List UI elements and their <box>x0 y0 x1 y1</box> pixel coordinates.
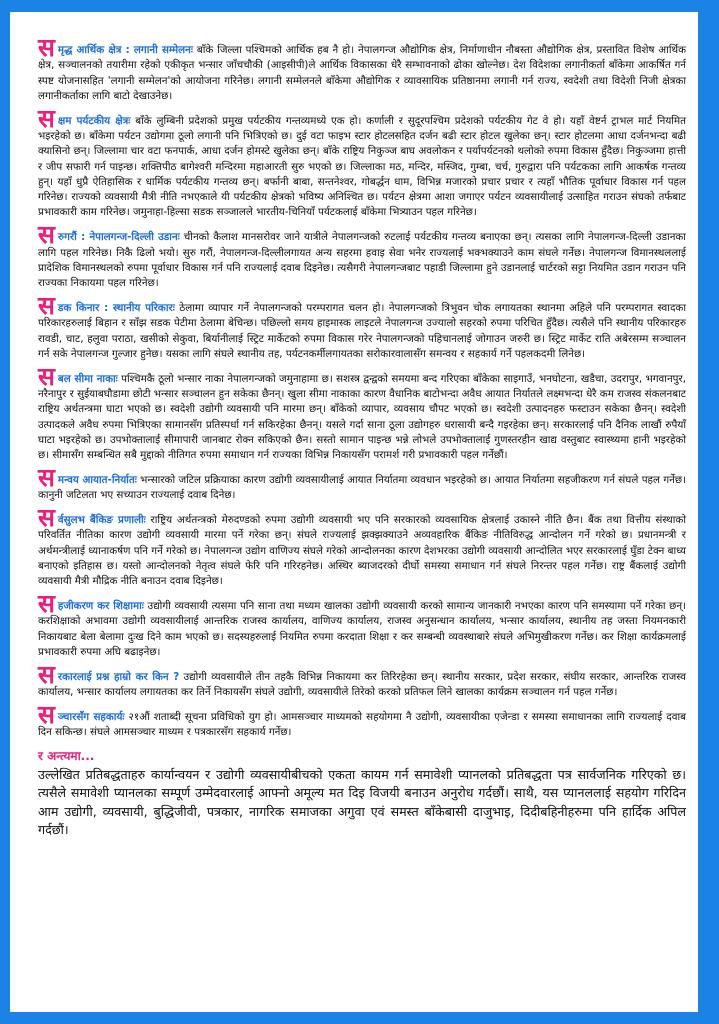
paragraph-heading: र्वसुलभ बैंकिङ प्रणालीः <box>57 514 146 527</box>
paragraph-heading: हजीकरण कर शिक्षामाः <box>57 600 144 612</box>
paragraph-text: राष्ट्रिय अर्थतन्त्रको मेरुदण्डको रुपमा उद्योगी व्यवसायी भए पनि सरकारको व्यवसायिक क्षेत्रलाई उकास्ने नीति छैन। बैंक तथा वित्तीय संस्थाको परिवर्तित नीतिका कारण उद्योगी व्यवसायी मारमा पर्ने गरेका छन्। संघले राज्यलाई झक्झक्याउने अव्यवहारिक बैंकिङ नीतिविरुद्ध आन्दोलन गर्ने गरेको छ। प्रधानमन्त्री र अर्थमन्त्रीलाई ध्यानाकर्षण पनि गर्ने गरेको छ। नेपालगन्ज उद्योग वाणिज्य संघले गरेको आन्दोलनका कारण देशभरका उद्योगी व्यवसायी आन्दोलित भएर सरकारलाई घुँडा टेक्न बाध्य बनाएको इतिहास छ। यस्तो आन्दोलनको नेतृत्व संघले फेरि पनि गरिरहनेछ। अस्थिर ब्याजदरको दीर्घो समस्या समाधान गर्न संघले निरन्तर पहल गर्नेछ। राष्ट्र बैंकलाई उद्योगी व्यवसायी मैत्री मौद्रिक नीति बनाउन दवाब दिइनेछ। <box>38 514 686 588</box>
paragraph-text: २१औं शताब्दी सूचना प्रविधिको युग हो। आमसञ्चार माध्यमको सहयोगमा नै उद्योगी, व्यवसायीका एजेन्डा र समस्या समाधानका लागि राज्यलाई दवाब दिन सकिन्छ। संघले आमसञ्चार माध्यम र पत्रकारसँग सहकार्य गर्नेछ। <box>38 710 686 739</box>
paragraph-import-export <box>38 462 686 504</box>
drop-letter: स <box>38 462 55 492</box>
paragraph-media-collaboration <box>38 699 686 741</box>
paragraph-text: पश्चिमकै ठूलो भन्सार नाका नेपालगन्जको जमुनाहामा छ। सशस्त्र द्वन्द्वको समयमा बन्द गरिएका बाँकेका साइगाउँ, भनघोटना, खडैचा, उदरापुर, भगवानपुर, नरैनापुर र सुईयाबघौडामा छोटी भन्सार सञ्चालन हुन सकेका छैनन्। खुला सीमा नाकाका कारण वैधानिक बाटोभन्दा अवैध आयात निर्यातले लक्ष्मभन्दा धेरै कम राजस्व संकलनबाट राष्ट्रिय अर्थतन्त्रमा घाटा भएको छ। स्वदेशी उद्योगी व्यवसायी पनि मारमा छन्। बाँकेको व्यापार, व्यवसाय चौपट भएको छ। स्वदेशी उत्पादनहरु फस्टाउन सकेका छैनन्। स्वदेशी उत्पादकले अवैध रुपमा भित्रिएका सामानसँग प्रतिस्पर्धा गर्न सकिरहेका छैनन्। यसले गर्दा साना ठूला उद्योगहरु धरासायी बन्दै गइरहेका छन्। सरकारलाई पनि दैनिक लाखौं रुपैयाँ घाटा भइरहेको छ। उपभोक्तालाई सीमापारी जानबाट रोक्न सकिएको छैन। सस्तो सामान पाइन्छ भन्ने लोभले उपभोक्तालाई गुणस्तरहीन खाद्य वस्तुबाट स्वास्थ्यमा हानी भइरहेको छ। सीमासँग सम्बन्धित सबै मुद्दाको नीतिगत रुपमा समाधान गर्न राज्यका विभिन्न निकायसँग परामर्श गरी प्रभावकारी पहल गर्नेछौं। <box>38 372 686 462</box>
paragraph-heading: रुगरौं : नेपालगन्ज-दिल्ली उडानः <box>57 231 180 244</box>
paragraph-text: चीनको कैलाश मानसरोवर जाने यात्रीले नेपालगन्जको रुटलाई पर्यटकीय गन्तव्य बनाएका छन्। त्यसका लागि नेपालगन्ज-दिल्ली उडानका लागि पहल गरिनेछ। निकै ढिलो भयो। सुरु गरौं, नेपालगन्ज-दिल्लीलगायत अन्य सहरमा हवाइ सेवा भनेर राज्यलाई भक्भक्याउने काम संघले गर्नेछ। नेपालगन्ज विमानस्थललाई प्रादेशिक विमानस्थलको रुपमा पूर्वाधार विकास गर्न पनि राज्यलाई दवाब दिइनेछ। त्यसैगरी नेपालगन्जबाट पहाडी जिल्लामा हुने उडानलाई चार्टरको सट्टा नियमित उडान गराउन पनि राज्यका निकायमा पहल गरिनेछ। <box>38 231 686 290</box>
paragraph-banking <box>38 503 686 589</box>
paragraph-border-crossings <box>38 361 686 464</box>
manifesto-body <box>38 33 686 840</box>
paragraph-text: बाँके जिल्ला पश्चिमको आर्थिक हब नै हो। नेपालगन्ज औद्योगिक क्षेत्र, निर्माणाधीन नौबस्ता औद्योगिक क्षेत्र, प्रस्तावित विशेष आर्थिक क्षेत्र, सञ्चालनको तयारीमा रहेको एकीकृत भन्सार जाँचचौकी (आइसीपी)ले आर्थिक विकासका धेरै सम्भावनाको ढोका खोल्नेछ। देश विदेशका लगानीकर्ता बाँकेमा आकर्षित गर्न स्पष्ट योजनासहित 'लगानी सम्मेलन'को आयोजना गरिनेछ। लगानी सम्मेलनले बाँकेमा औद्योगिक र व्यावसायिक प्रतिष्ठानमा लगानी गर्न राज्य, स्वदेशी तथा विदेशी निजी क्षेत्रका लगानीकर्ताका लागि बाटो देखाउनेछ। <box>38 44 686 102</box>
paragraph-tax-education <box>38 589 686 660</box>
drop-letter: स <box>38 103 55 133</box>
paragraph-nepalgunj-delhi-flight <box>38 220 686 291</box>
paragraph-street-food <box>38 290 686 362</box>
closing-text: उल्लेखित प्रतिबद्धताहरु कार्यान्वयन र उद्योगी व्यवसायीबीचको एकता कायम गर्न समावेशी प्यानलको प्रतिबद्धता पत्र सार्वजनिक गरिएको छ। त्यसैले समावेशी प्यानलका सम्पूर्ण उम्मेदवारलाई आफ्नो अमूल्य मत दिइ विजयी बनाउन अनुरोध गर्दछौं। साथै, यस प्यानललाई सहयोग गरिदिन आम उद्योगी, व्यवसायी, बुद्धिजीवी, पत्रकार, नागरिक समाजका अगुवा एवं समस्त बाँकेबासी दाजुभाइ, दिदीबहिनीहरुमा पनि हार्दिक अपिल गर्दछौं। <box>38 766 686 838</box>
paragraph-heading: मृद्ध आर्थिक क्षेत्र : लगानी सम्मेलनः <box>57 44 193 56</box>
paragraph-text: भन्सारको जटिल प्रक्रियाका कारण उद्योगी व्यवसायीलाई आयात निर्यातमा व्यवधान भइरहेको छ। आयात निर्यातमा सहजीकरण गर्न संघले पहल गर्नेछ। कानुनी जटिलता भए सच्याउन राज्यलाई दवाब दिनेछ। <box>38 473 686 502</box>
closing-title: र अन्त्यमा... <box>38 748 95 763</box>
paragraph-text: बाँके लुम्बिनी प्रदेशको प्रमुख पर्यटकीय गन्तव्यमध्ये एक हो। कर्णाली र सुदूरपश्चिम प्रदेशको पर्यटकीय गेट वे हो। यहाँ वेष्टर्न ट्राभल मार्ट नियमित भइरहेको छ। बाँकेमा पर्यटन उद्योगमा ठूलो लगानी पनि भित्रिएको छ। दुई वटा फाइभ स्टार होटलसहित दर्जन बढी स्टार होटल खुलेका छन्। स्टार होटलमा आधा दर्जनभन्दा बढी क्यासिनो छन्। जिल्लामा चार वटा फनपार्क, आधा दर्जन होमस्टे खुलेका छन्। बाँके राष्ट्रिय निकुञ्ज बाघ अवलोकन र पर्यापर्यटनको थलोको रुपमा विकास हुँदैछ। निकुञ्जमा हात्ती र जीप सफारी गर्न पाइन्छ। शक्तिपीठ बागेश्वरी मन्दिरमा महाआरती सुरु भएको छ। जिल्लाका मठ, मन्दिर, मस्जिद, गुम्बा, चर्च, गुरुद्वारा पनि पर्यटकका लागि आकर्षक गन्तव्य हुन्। यहाँ धुप्रै ऐतिहासिक र धार्मिक पर्यटकीय गन्तव्य छन्। बर्फानी बाबा, सन्तनेश्वर, गोबर्द्धन धाम, विभिन्न मजारको प्रचार प्रचार र त्यहाँ भौतिक पूर्वाधार विकास गर्न पहल गरिनेछ। राज्यको व्यवसायी मैत्री नीति नभएकाले यी पर्यटकीय क्षेत्रको भविष्य अनिश्चित छ। पर्यटन क्षेत्रमा आशा जगाएर पर्यटन व्यवसायीलाई उत्साहित गराउन संघको तर्फबाट प्रभावकारी काम गरिनेछ। जमुनाहा-हिल्सा सडक सञ्जालले भारतीय-चिनियाँ पर्यटकलाई बाँकेमा भित्र्याउन पहल गरिनेछ। <box>38 114 686 219</box>
drop-letter: स <box>38 589 55 618</box>
drop-letter: स <box>38 503 55 533</box>
drop-letter: स <box>38 659 55 689</box>
drop-letter: स <box>38 220 55 250</box>
paragraph-heading: रकारलाई प्रश्न हाम्रो कर किन ? <box>57 670 180 683</box>
paragraph-heading: डक किनार : स्थानीय परिकारः <box>57 301 175 314</box>
page-sheet <box>10 12 708 1012</box>
paragraph-text: ठेलामा व्यापार गर्ने नेपालगन्जको परम्परागत चलन हो। नेपालगन्जको त्रिभुवन चोक लगायतका स्थानमा अहिले पनि परम्परागत स्वादका परिकारहरुलाई बिहान र साँझ सडक पेटीमा ठेलामा बेचिन्छ। पछिल्लो समय हाइमास्क लाइटले नेपालगन्ज उज्यालो सहरको रुपमा परिचित हुँदैछ। त्यसैले पनि स्थानीय परिकारहरु रावडी, चाट, हलुवा पराठा, खसीको सेकुवा, बिर्यानीलाई स्ट्रिट मार्केटको रुपमा विकास गरेर नेपालगन्जको पहिचानलाई जोगाउन जरुरी छ। स्ट्रिट मार्केट राति अबेरसम्म सञ्चालन गर्न सके नेपालगन्ज गुल्जार हुनेछ। यसका लागि संघले स्थानीय तह, पर्यटनकर्मीलगायतका सरोकारवालासँग समन्वय र सहकार्य गर्ने पहलकदमी लिनेछ। <box>38 301 686 360</box>
paragraph-investment-conference <box>38 33 686 104</box>
drop-letter: स <box>38 33 55 62</box>
paragraph-text: उद्योगी व्यवसायी त्यसमा पनि साना तथा मध्यम खालका उद्योगी व्यवसायी करको सामान्य जानकारी नभएका कारण पनि समस्यामा पर्ने गरेका छन्। करशिक्षाको अभावमा उद्योगी व्यवसायीलाई आन्तरिक राजस्व कार्यालय, वाणिज्य कार्यालय, राजस्व अनुसन्धान कार्यालय, भन्सार कार्यालय, स्थानीय तह जस्ता नियमनकारी निकायबाट बेला बेलामा दुःख दिने काम भएको छ। सदस्यहरुलाई नियमित रुपमा करदाता शिक्षा र कर सम्बन्धी व्यवस्थाबारे संघले अभिमुखीकरण गर्नेछ। कर शिक्षा कार्यक्रमलाई प्रभावकारी रुपमा अघि बढाइनेछ। <box>38 600 686 658</box>
paragraph-heading: मन्वय आयात-निर्यातः <box>57 473 137 486</box>
drop-letter: स <box>38 361 55 391</box>
paragraph-text: उद्योगी व्यवसायीले तीन तहकै विभिन्न निकायमा कर तिरिरहेका छन्। स्थानीय सरकार, प्रदेश सरकार, संघीय सरकार, आन्तरिक राजस्व कार्यालय, भन्सार कार्यालय लगायतका कर तिर्ने निकायसँग संघले उद्योगी, व्यवसायीले तिरेको करको प्रतिफल लिने खालका कार्यक्रम सञ्चालन गर्न पहल गर्नेछ। <box>38 670 686 698</box>
paragraph-tourism <box>38 103 686 221</box>
paragraph-heading: क्षम पर्यटकीय क्षेत्रः <box>57 114 131 127</box>
paragraph-heading: ञ्चारसँग सहकार्यः <box>57 710 125 723</box>
drop-letter: स <box>38 290 55 320</box>
paragraph-heading: बल सीमा नाकाः <box>57 372 118 385</box>
drop-letter: स <box>38 699 55 729</box>
paragraph-tax-question <box>38 659 686 701</box>
